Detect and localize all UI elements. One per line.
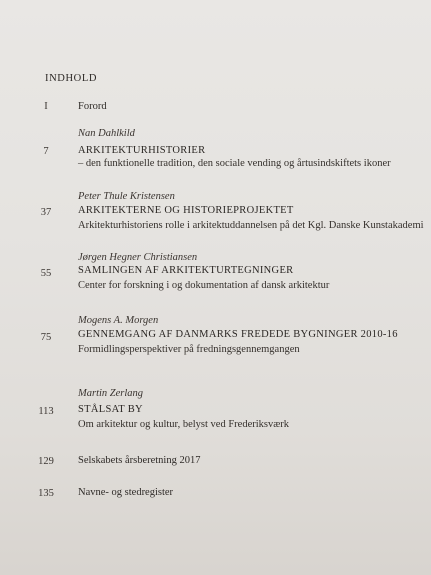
entry-author: Jørgen Hegner Christiansen [78,252,198,263]
page-number: 75 [40,332,52,343]
entry-title: Navne- og stedregister [78,487,174,498]
entry-subtitle: Center for forskning i og dokumentation af dansk arkitektur [78,280,330,291]
page-number: 55 [40,268,52,279]
page-number: 129 [38,456,54,467]
entry-title: ARKITEKTURHISTORIER [78,145,206,156]
entry-subtitle: Formidlingsperspektiver på fredningsgennemgangen [78,344,300,355]
entry-author: Martin Zerlang [78,388,144,399]
entry-subtitle: Arkitekturhistoriens rolle i arkitektuddannelsen på det Kgl. Danske Kunstakademi [78,220,424,231]
entry-subtitle: Om arkitektur og kultur, belyst ved Frederiksværk [78,419,289,430]
page-number: 7 [43,146,49,157]
entry-title: Selskabets årsberetning 2017 [78,455,201,466]
entry-title: SAMLINGEN AF ARKITEKTURTEGNINGER [78,265,294,276]
toc-heading: INDHOLD [45,73,98,84]
entry-subtitle: – den funktionelle tradition, den sociale vending og årtusindskiftets ikoner [78,158,391,169]
entry-author: Mogens A. Morgen [78,315,159,326]
page-number: 135 [38,488,54,499]
page-number: 37 [40,207,52,218]
page-number: I [44,101,48,112]
page-number: 113 [38,406,54,417]
entry-title: GENNEMGANG AF DANMARKS FREDEDE BYGNINGER 2010-16 [78,329,398,340]
entry-title: Forord [78,101,107,112]
entry-title: STÅLSAT BY [78,404,143,415]
entry-author: Nan Dahlkild [78,128,135,139]
entry-title: ARKITEKTERNE OG HISTORIEPROJEKTET [78,205,294,216]
entry-author: Peter Thule Kristensen [78,191,175,202]
